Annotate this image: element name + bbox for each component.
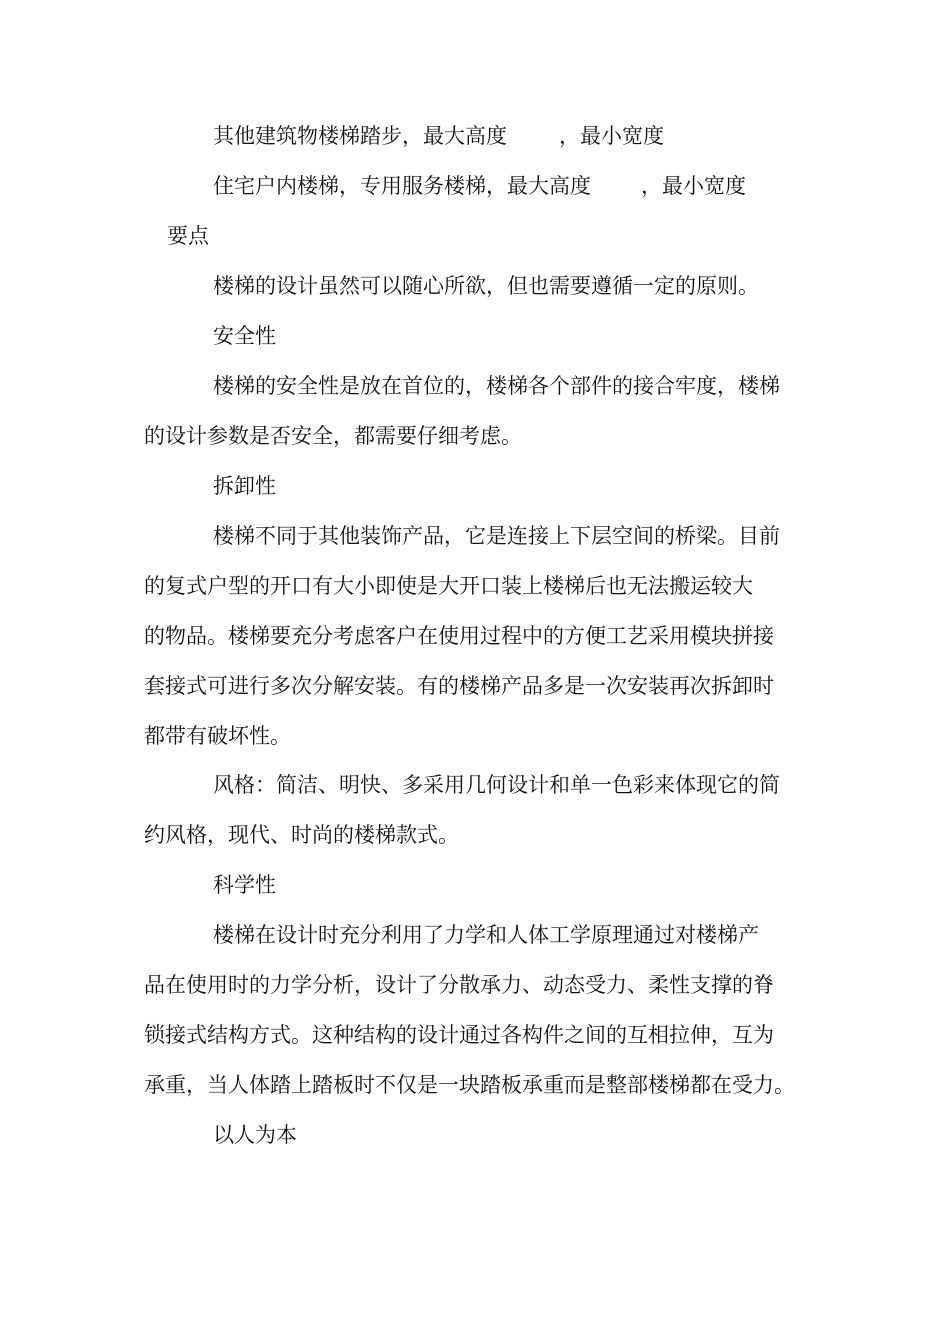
spec-text: 其他建筑物楼梯踏步，最大高度 [213,124,507,148]
disassembly-paragraph-line: 的物品。楼梯要充分考虑客户在使用过程中的方便工艺采用模块拼接 [144,624,774,648]
intro-paragraph: 楼梯的设计虽然可以随心所欲，但也需要遵循一定的原则。 [213,274,759,298]
spec-text: ，最小宽度 [559,124,664,148]
heading-safety: 安全性 [213,324,276,348]
science-paragraph-line: 楼梯在设计时充分利用了力学和人体工学原理通过对楼梯产 [213,923,759,947]
science-paragraph-line: 品在使用时的力学分析，设计了分散承力、动态受力、柔性支撑的脊 [144,973,774,997]
safety-paragraph-line: 楼梯的安全性是放在首位的，楼梯各个部件的接合牢度，楼梯 [213,374,780,398]
science-paragraph-line: 锁接式结构方式。这种结构的设计通过各构件之间的互相拉伸，互为 [144,1023,774,1047]
spec-text: 住宅户内楼梯，专用服务楼梯，最大高度 [213,174,591,198]
disassembly-paragraph-line: 的复式户型的开口有大小即使是大开口装上楼梯后也无法搬运较大 [144,574,753,598]
science-paragraph-line: 承重，当人体踏上踏板时不仅是一块踏板承重而是整部楼梯都在受力。 [144,1073,795,1097]
heading-science: 科学性 [213,873,276,897]
stair-spec-residential [213,171,746,201]
disassembly-paragraph-line: 套接式可进行多次分解安装。有的楼梯产品多是一次安装再次拆卸时 [144,674,774,698]
safety-paragraph-line: 的设计参数是否安全，都需要仔细考虑。 [144,424,522,448]
spec-text: ，最小宽度 [641,174,746,198]
heading-disassembly: 拆卸性 [213,474,276,498]
style-paragraph-line: 约风格，现代、时尚的楼梯款式。 [144,823,459,847]
stair-spec-other-buildings [213,121,664,151]
disassembly-paragraph-line: 楼梯不同于其他装饰产品，它是连接上下层空间的桥梁。目前 [213,524,780,548]
style-paragraph-line: 风格：简洁、明快、多采用几何设计和单一色彩来体现它的简 [213,773,780,797]
heading-keypoints: 要点 [167,224,209,248]
heading-people-first: 以人为本 [213,1123,297,1147]
disassembly-paragraph-line: 都带有破坏性。 [144,724,291,748]
